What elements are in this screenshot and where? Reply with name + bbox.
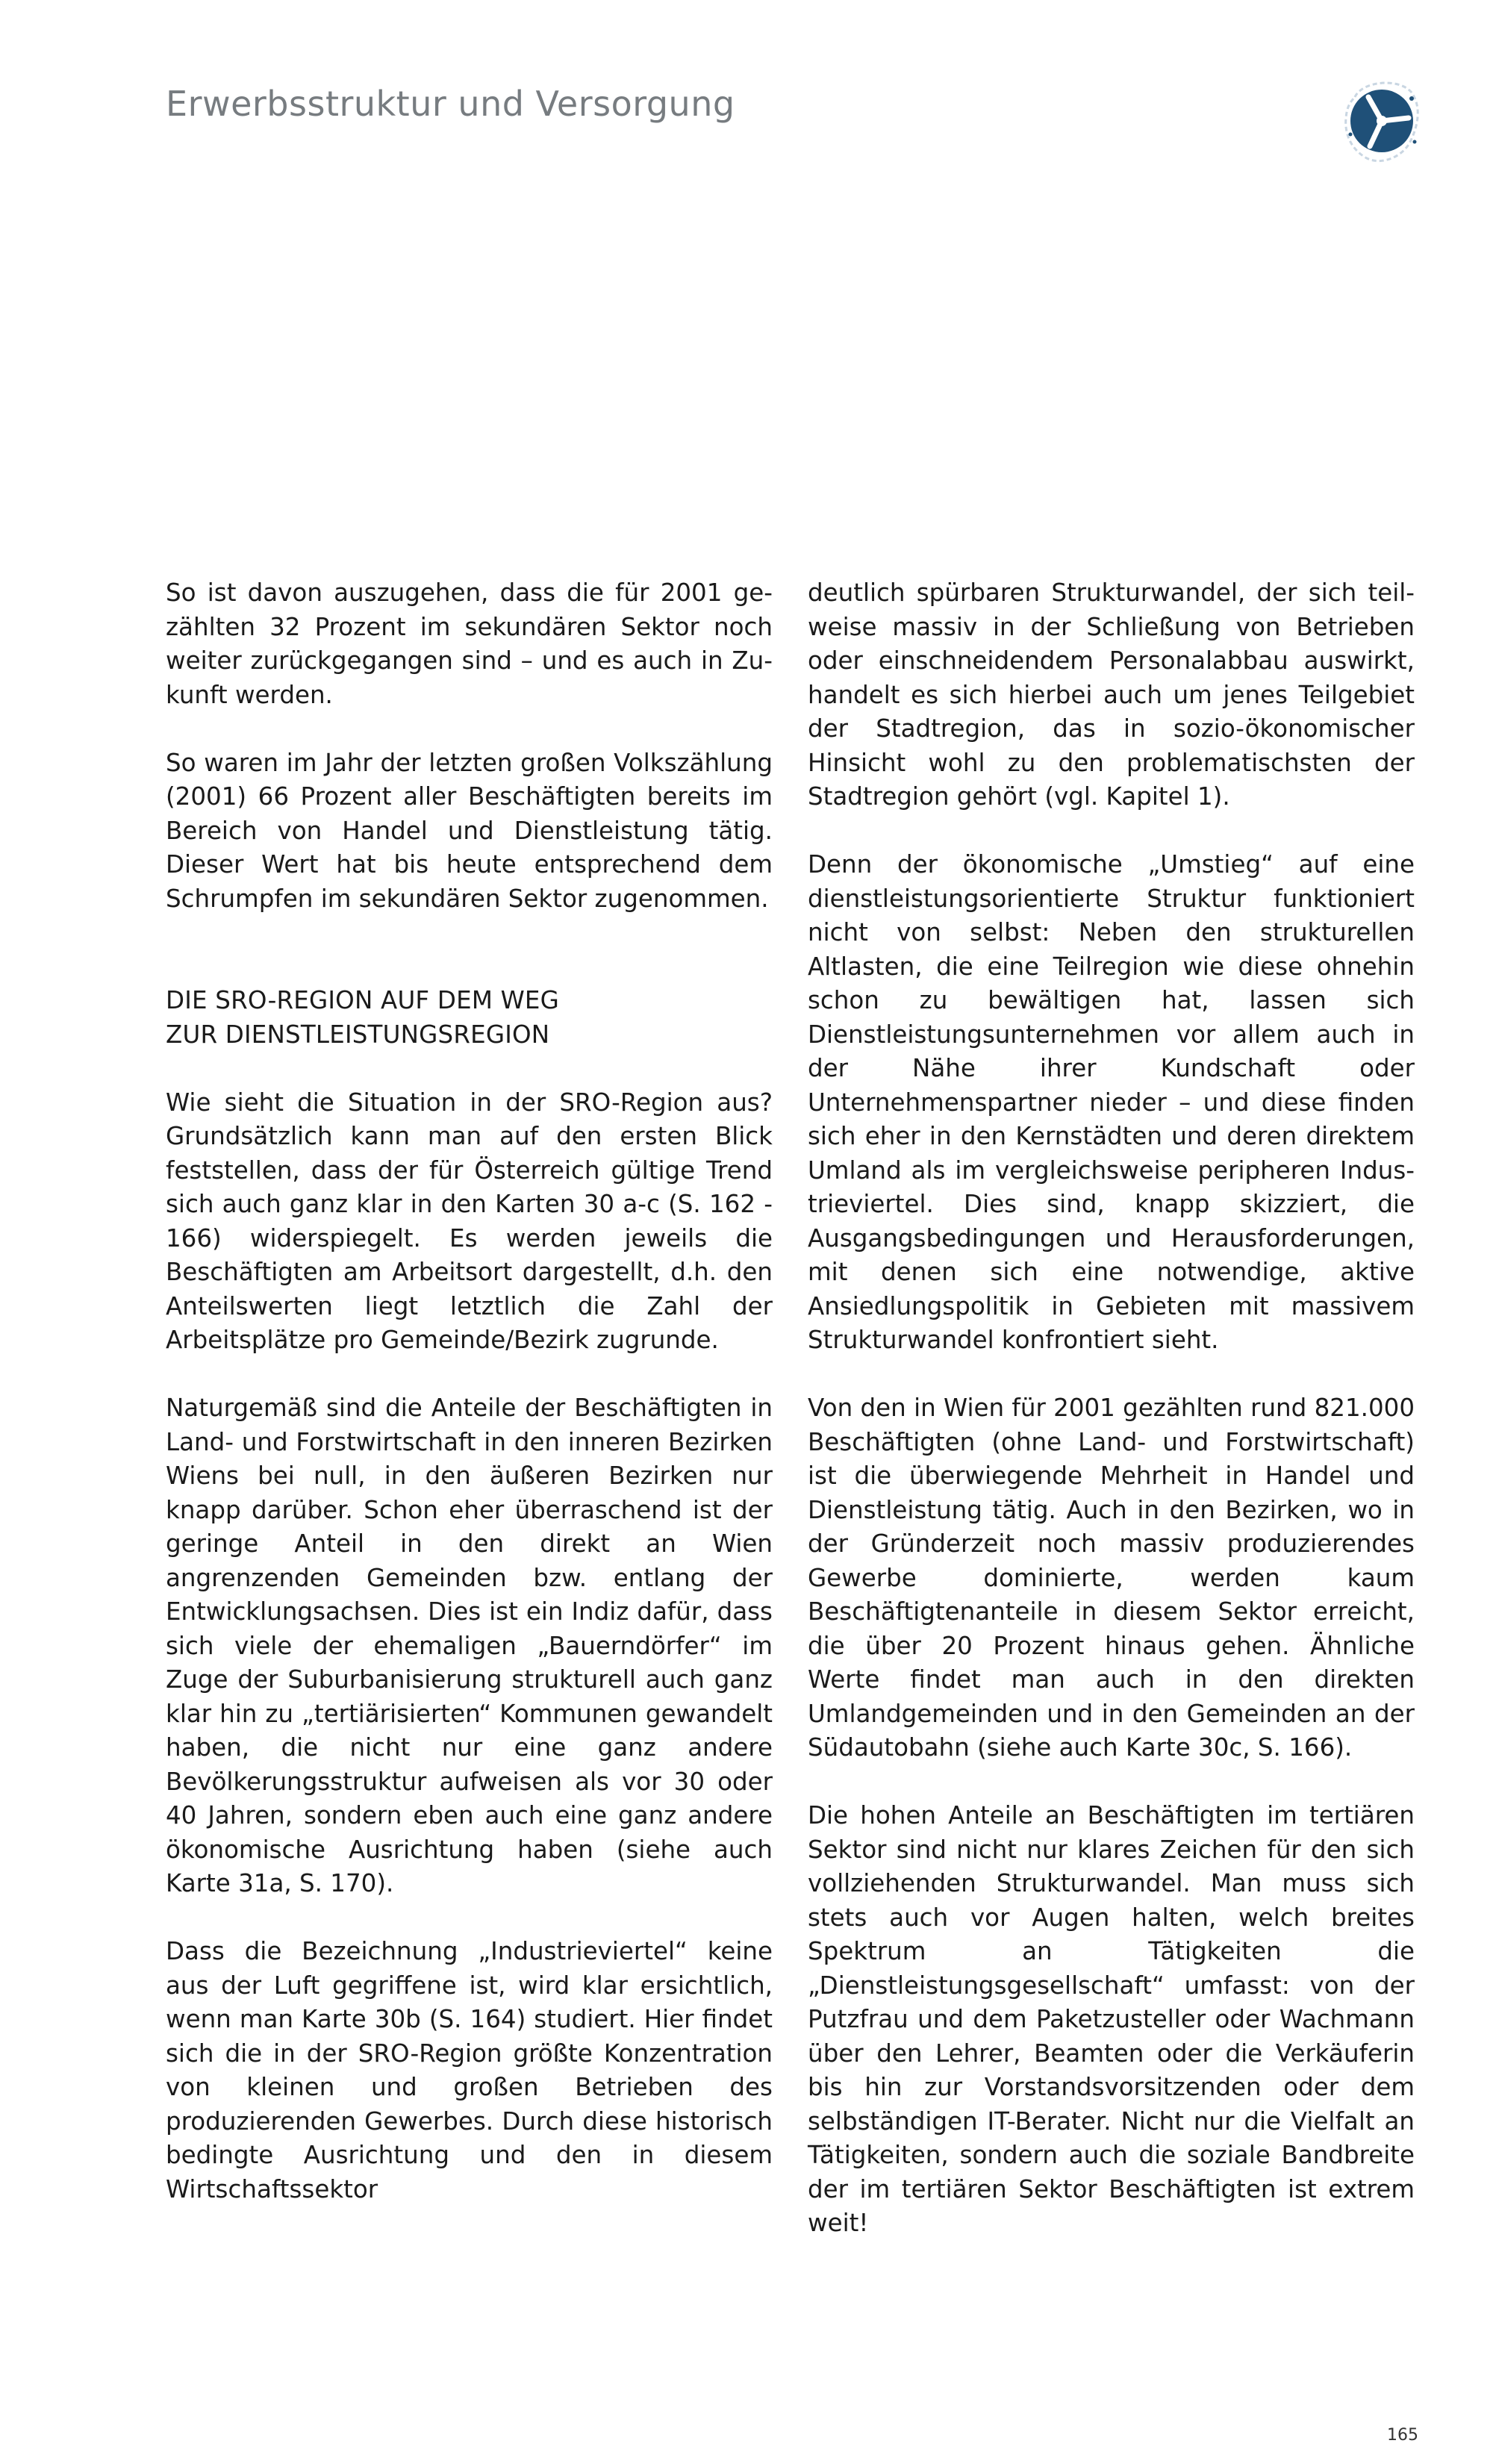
paragraph: Wie sieht die Situation in der SRO-Region aus? Grundsätzlich kann man auf den ersten Blick feststellen, dass der für Österreich gültige Trend sich auch ganz klar in den Karten 30 a-c (S. 162 - 166) widerspiegelt. Es werden jeweils die Beschäftigten am Arbeitsort dargestellt, d.h. den Anteilswerten liegt letztlich die Zahl der Arbeitsplätze pro Gemeinde/Bezirk zugrunde. [166, 1088, 773, 1354]
paragraph: Dass die Bezeichnung „Industrieviertel“ keine aus der Luft gegriffene ist, wird klar ersichtlich, wenn man Karte 30b (S. 164) studiert. Hier findet sich die in der SRO-Region größte Konzentration von kleinen und großen Betrieben des produzierenden Gewerbes. Durch diese historisch bedingte Ausrichtung und den in diesem Wirtschaftssektor [166, 1937, 773, 2203]
page-title: Erwerbsstruktur und Versorgung [166, 84, 735, 124]
paragraph: Von den in Wien für 2001 gezählten rund 821.000 Beschäftigten (ohne Land- und Forstwirtschaft) ist die überwiegende Mehrheit in Handel und Dienstleistung tätig. Auch in den Bezirken, wo in der Gründerzeit noch massiv produzierendes Gewerbe dominierte, werden kaum Beschäftigtenanteile in diesem Sektor erreicht, die über 20 Prozent hinaus gehen. Ähnliche Werte findet man auch in den direkten Umlandgemeinden und in den Gemeinden an der Südautobahn (siehe auch Karte 30c, S. 166). [808, 1394, 1415, 1762]
paragraph: deutlich spürbaren Strukturwandel, der sich teilweise massiv in der Schließung von Betrieben oder einschneidendem Personalabbau auswirkt, handelt es sich hierbei auch um jenes Teilgebiet der Stadtregion, das in sozio-ökonomischer Hinsicht wohl zu den problematischsten der Stadtregion gehört (vgl. Kapitel 1). [808, 578, 1415, 811]
section-heading-line: DIE SRO-REGION AUF DEM WEG [166, 986, 560, 1014]
section-heading [166, 984, 773, 1052]
paragraph: Die hohen Anteile an Beschäftigten im tertiären Sektor sind nicht nur klares Zeichen für den sich vollziehenden Strukturwandel. Man muss sich stets auch vor Augen halten, welch breites Spektrum an Tätigkeiten die „Dienstleistungsgesellschaft“ umfasst: von der Putzfrau und dem Paketzusteller oder Wachmann über den Lehrer, Beamten oder die Verkäuferin bis hin zur Vorstandsvorsitzenden oder dem selbständigen IT-Berater. Nicht nur die Vielfalt an Tätigkeiten, sondern auch die soziale Bandbreite der im tertiären Sektor Beschäftigten ist extrem weit! [808, 1801, 1415, 2237]
section-heading-line: ZUR DIENSTLEISTUNGSREGION [166, 1020, 550, 1049]
paragraph: Denn der ökonomische „Umstieg“ auf eine dienstleistungsorientierte Struktur funktioniert nicht von selbst: Neben den strukturellen Altlasten, die eine Teilregion wie diese ohnehin schon zu bewältigen hat, lassen sich Dienstleistungsunternehmen vor allem auch in der Nähe ihrer Kundschaft oder Unternehmenspartner nieder – und diese finden sich eher in den Kernstädten und deren direktem Umland als im vergleichsweise peripheren Industrieviertel. Dies sind, knapp skizziert, die Ausgangsbedingungen und Herausforderungen, mit denen sich eine notwendige, aktive Ansiedlungspolitik in Gebieten mit massivem Strukturwandel konfrontiert sieht. [808, 850, 1415, 1354]
left-column [166, 576, 773, 2241]
paragraph: So waren im Jahr der letzten großen Volkszählung (2001) 66 Prozent aller Beschäftigten bereits im Bereich von Handel und Dienstleistung tätig. Dieser Wert hat bis heute entsprechend dem Schrumpfen im sekundären Sektor zugenommen. [166, 748, 773, 913]
paragraph: Naturgemäß sind die Anteile der Beschäftigten in Land- und Forstwirtschaft in den inneren Bezirken Wiens bei null, in den äußeren Bezirken nur knapp darüber. Schon eher überraschend ist der geringe Anteil in den direkt an Wien angrenzenden Gemeinden bzw. entlang der Entwicklungsachsen. Dies ist ein Indiz dafür, dass sich viele der ehemaligen „Bauerndörfer“ im Zuge der Suburbanisierung strukturell auch ganz klar hin zu „tertiärisierten“ Kommunen gewandelt haben, die nicht nur eine ganz andere Bevölkerungsstruktur aufweisen als vor 30 oder 40 Jahren, sondern eben auch eine ganz andere ökonomische Ausrichtung haben (siehe auch Karte 31a, S. 170). [166, 1394, 773, 1897]
paragraph: So ist davon auszugehen, dass die für 2001 gezählten 32 Prozent im sekundären Sektor noch weiter zurückgegangen sind – und es auch in Zukunft werden. [166, 578, 773, 709]
sro-region-logo-icon [1340, 75, 1421, 167]
page-number: 165 [1387, 2426, 1418, 2445]
right-column [808, 576, 1415, 2274]
spacer [166, 950, 773, 985]
